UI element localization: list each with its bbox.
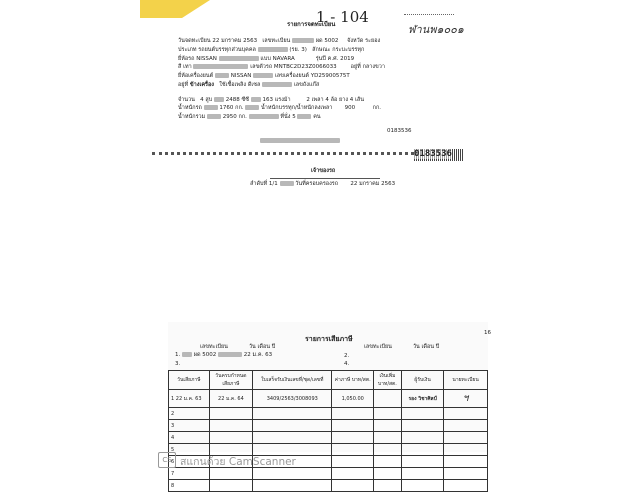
table-row [169, 408, 488, 420]
camscanner-logo-icon: CS [158, 452, 176, 468]
load-unit: กก. [372, 105, 382, 111]
year-label: รุ่นปี ค.ศ. [315, 56, 339, 62]
redaction-bar [245, 105, 259, 110]
empty-cell [332, 456, 374, 468]
weight-unit: กก. [235, 105, 244, 111]
tax-plate-row-4: 4. [344, 361, 350, 367]
barcode-text: 0183536 [414, 149, 452, 159]
color-label: สี [178, 64, 182, 70]
chassis-pos-label: อยู่ที่ [350, 64, 361, 70]
empty-cell [444, 468, 488, 480]
tax-header-row [169, 371, 488, 390]
empty-cell [209, 420, 252, 432]
cyl-label: จำนวน [178, 97, 195, 103]
empty-cell [209, 432, 252, 444]
row-chassis [178, 64, 385, 71]
total-value: 2950 [222, 114, 237, 120]
row-number: 1. [175, 352, 181, 358]
model-value: NAVARA [272, 56, 295, 62]
province-value: ระยอง [365, 38, 381, 44]
redaction-bar [207, 114, 221, 119]
officer-signature-cell: ฯ [444, 390, 488, 408]
yellow-corner-tag [140, 0, 210, 18]
reg-date-label: วันจดทะเบียน [178, 38, 211, 44]
redaction-bar [292, 38, 314, 43]
empty-cell [253, 420, 332, 432]
fuel-value: ดีเซล [247, 82, 261, 88]
redaction-bar [297, 114, 311, 119]
empty-cell [253, 408, 332, 420]
col-header: เงินเพิ่ม บาท/สต. [373, 371, 401, 390]
row-number: 2 [169, 408, 210, 420]
empty-cell [332, 408, 374, 420]
redaction-bar [219, 56, 259, 61]
receipt-cell: 3409/2563/3008093 [253, 390, 332, 408]
redaction-bar [204, 105, 218, 110]
empty-cell [373, 444, 401, 456]
color-value: เทา [183, 64, 192, 70]
redaction-bar [182, 352, 192, 357]
engine-no-label: เลขเครื่องยนต์ [274, 73, 309, 79]
redaction-bar [258, 47, 288, 52]
empty-cell [444, 444, 488, 456]
engine-no-value: YD25900575T [310, 73, 350, 79]
owner-row [250, 181, 395, 188]
type-code: (รย. 3) [289, 47, 307, 53]
empty-cell [332, 420, 374, 432]
type-label: ประเภท [178, 47, 197, 53]
due-date-cell: 22 ม.ค. 64 [209, 390, 252, 408]
chassis-label: เลขตัวรถ [250, 64, 273, 70]
empty-cell [332, 444, 374, 456]
col-header: วันเสียภาษี [169, 371, 210, 390]
row-number: 1 [171, 395, 175, 402]
tax-plate-value: ผด 5002 [193, 352, 217, 358]
tax-plate-label: เลขทะเบียน [200, 344, 228, 350]
weight-label: น้ำหนักรถ [178, 105, 202, 111]
style-value: กระบะบรรทุก [332, 47, 365, 53]
empty-cell [373, 456, 401, 468]
camscanner-watermark: สแกนด้วย CamScanner [180, 456, 296, 468]
row-number: 5 [169, 444, 210, 456]
hp-unit: แรงม้า [274, 97, 291, 103]
model-label: แบบ [260, 56, 271, 62]
fuel-label: ใช้เชื้อเพลิง [219, 82, 247, 88]
empty-cell [402, 408, 444, 420]
row-number: 3 [169, 420, 210, 432]
seats-label: ที่นั่ง [280, 114, 291, 120]
brand-value: NISSAN [196, 56, 217, 62]
empty-cell [444, 456, 488, 468]
col-header: ใบเสร็จรับเงินเลขที่/ชุด/เลขที่ [253, 371, 332, 390]
reg-date-value: 22 มกราคม 2563 [212, 38, 258, 44]
empty-cell [402, 480, 444, 492]
redaction-bar [214, 97, 224, 102]
tax-plate-row-3: 3. [175, 361, 181, 367]
empty-cell [373, 432, 401, 444]
hp-value: 163 [262, 97, 273, 103]
row-cylinders [178, 97, 364, 104]
empty-cell [332, 432, 374, 444]
cc-unit: ซีซี [241, 97, 249, 103]
col-header: นายทะเบียน [444, 371, 488, 390]
redaction-bar [262, 82, 292, 87]
cyl-unit: สูบ [205, 97, 213, 103]
weight-value: 1760 [219, 105, 234, 111]
table-row [169, 420, 488, 432]
total-label: น้ำหนักรวม [178, 114, 206, 120]
empty-cell [209, 480, 252, 492]
empty-cell [444, 480, 488, 492]
paid-date-cell [169, 390, 210, 408]
redaction-bar [280, 181, 294, 186]
empty-cell [402, 456, 444, 468]
empty-cell [332, 480, 374, 492]
tax-plate-row-2: 2. [344, 353, 350, 359]
tax-date-value: 22 ม.ค. 63 [243, 352, 273, 358]
receiver-cell: รอง วิชาศิลป์ [402, 390, 444, 408]
row-weight [178, 105, 381, 112]
col-header: ค่าภาษี บาท/สต. [332, 371, 374, 390]
extra-cell [373, 390, 401, 408]
seq-value: 1/1 [268, 181, 278, 187]
empty-cell [373, 408, 401, 420]
tank-label: เลขถังแก๊ส [293, 82, 320, 88]
owner-date-label: วันที่ครอบครองรถ [295, 181, 339, 187]
empty-cell [402, 468, 444, 480]
year-value: 2019 [340, 56, 355, 62]
cyl-value: 4 [200, 97, 204, 103]
col-header: วันครบกำหนดเสียภาษี [209, 371, 252, 390]
chassis-value: MNTBC2D23Z0066033 [273, 64, 337, 70]
brand-label: ยี่ห้อรถ [178, 56, 195, 62]
col-header: ผู้รับเงิน [402, 371, 444, 390]
empty-cell [373, 480, 401, 492]
row-total [178, 114, 321, 121]
empty-cell [444, 432, 488, 444]
tax-date-label-2: วัน เดือน ปี [412, 344, 440, 350]
redaction-bar [193, 64, 248, 69]
style-label: ลักษณะ [312, 47, 331, 53]
axle-value: 2 เพลา 4 ล้อ ยาง 4 เส้น [306, 97, 365, 103]
empty-cell [373, 468, 401, 480]
empty-cell [373, 420, 401, 432]
table-row [169, 480, 488, 492]
tax-table [168, 370, 488, 492]
tax-plate-row-1 [175, 352, 272, 359]
row-number: 6 [169, 456, 210, 468]
owner-heading: เจ้าของรถ [311, 168, 336, 174]
chassis-pos-value: กลางขวา [362, 64, 385, 70]
seq-label: ลำดับที่ [250, 181, 268, 187]
empty-cell [402, 444, 444, 456]
row-number: 7 [169, 468, 210, 480]
table-row [169, 432, 488, 444]
redaction-bar [260, 130, 340, 135]
row-registration [178, 38, 380, 45]
perforated-line [152, 152, 414, 155]
redaction-bar [253, 73, 273, 78]
place-label: อยู่ที่ [178, 82, 189, 88]
redaction-bar [218, 352, 242, 357]
row-number: 4 [169, 432, 210, 444]
reference-number: 0183536 [387, 128, 412, 134]
tax-plate-header-right [364, 344, 439, 351]
empty-cell [253, 480, 332, 492]
total-unit: กก. [238, 114, 247, 120]
redaction-bar [215, 73, 229, 78]
row-fuel [178, 82, 319, 89]
seats-value: 5 [292, 114, 296, 120]
province-label: จังหวัด [347, 38, 364, 44]
redaction-bar [251, 97, 261, 102]
empty-cell [444, 408, 488, 420]
empty-cell [402, 420, 444, 432]
tax-plate-header-left [200, 344, 275, 351]
tax-plate-label-2: เลขทะเบียน [364, 344, 392, 350]
plate-label: เลขทะเบียน [262, 38, 291, 44]
registration-title: รายการจดทะเบียน [287, 21, 336, 28]
row-type [178, 47, 364, 54]
handwritten-note: ฬานพ๑๐๐๑ [408, 23, 464, 36]
tax-page-number: 16 [484, 330, 491, 336]
empty-cell [209, 408, 252, 420]
handwritten-dots [404, 14, 454, 15]
empty-cell [444, 420, 488, 432]
engine-brand-label: ยี่ห้อเครื่องยนต์ [178, 73, 214, 79]
table-row [169, 390, 488, 408]
empty-cell [332, 468, 374, 480]
plate-value: ผด 5002 [315, 38, 339, 44]
tax-date-label: วัน เดือน ปี [248, 344, 276, 350]
load-label: น้ำหนักบรรทุก/น้ำหนักลงเพลา [261, 105, 333, 111]
owner-divider [270, 178, 380, 179]
paid-date: 22 ม.ค. 63 [175, 395, 202, 402]
row-engine [178, 73, 350, 80]
empty-cell [402, 432, 444, 444]
type-value: รถยนต์บรรทุกส่วนบุคคล [198, 47, 256, 53]
place-value: ข้างเครื่อง [189, 82, 214, 88]
engine-brand-value: NISSAN [230, 73, 252, 79]
row-brand [178, 56, 354, 63]
cc-value: 2488 [225, 97, 240, 103]
tax-amount-cell: 1,050.00 [332, 390, 374, 408]
load-value: 900 [344, 105, 356, 111]
redaction-bar [249, 114, 279, 119]
empty-cell [253, 432, 332, 444]
owner-date-value: 22 มกราคม 2563 [350, 181, 396, 187]
row-number: 8 [169, 480, 210, 492]
document-number: 1 - 104 [316, 8, 369, 26]
tax-title: รายการเสียภาษี [305, 335, 353, 343]
seats-unit: คน [313, 114, 321, 120]
